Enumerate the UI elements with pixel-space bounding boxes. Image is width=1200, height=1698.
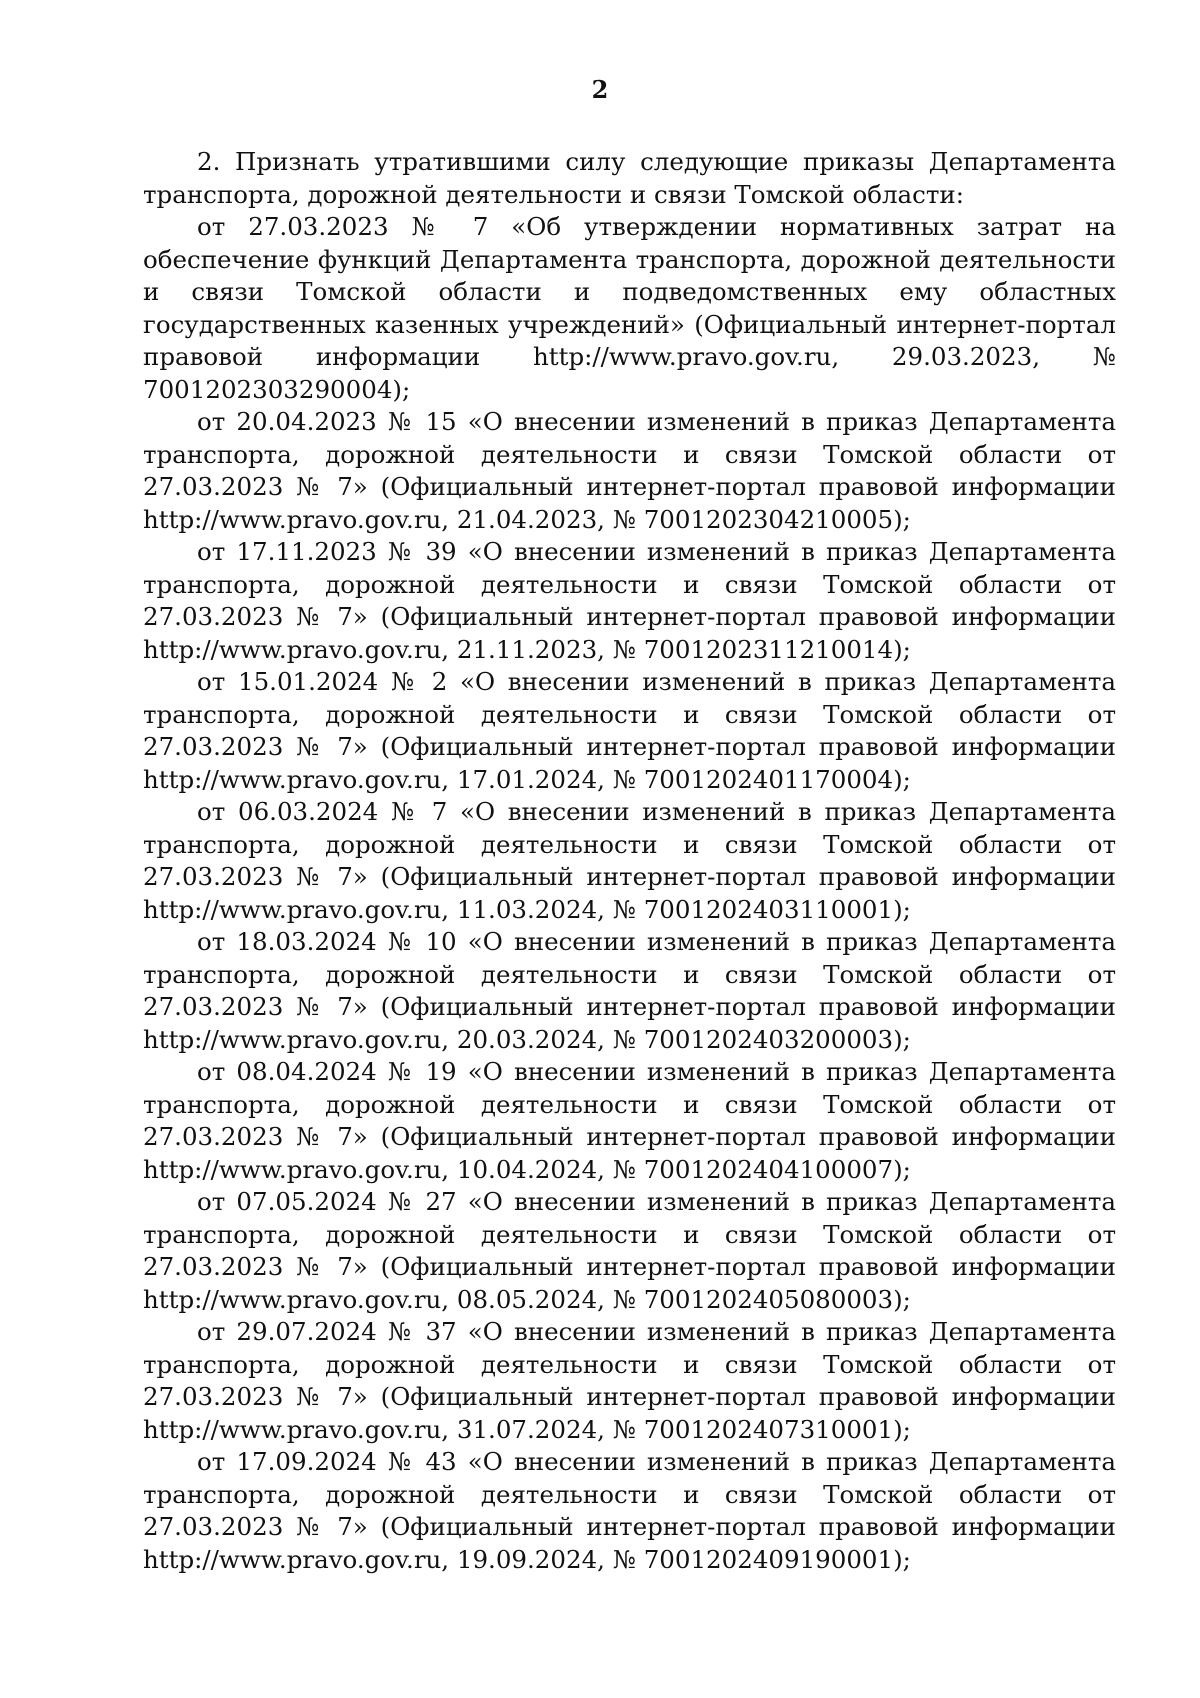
page-number: 2 — [591, 75, 609, 104]
repealed-order-item: от 06.03.2024 № 7 «О внесении изменений в приказ Департамента транспорта, дорожной деятельности и связи Томской области от 27.03.2023 № 7» (Официальный интернет-портал правовой информации http://www.pravo.gov.ru, 11.03.2024, № 7001202403110001); — [143, 797, 1116, 924]
intro-paragraph: 2. Признать утратившими силу следующие приказы Департамента транспорта, дорожной деятельности и связи Томской области: — [143, 147, 1116, 209]
repealed-order-item: от 20.04.2023 № 15 «О внесении изменений в приказ Департамента транспорта, дорожной деятельности и связи Томской области от 27.03.2023 № 7» (Официальный интернет-портал правовой информации http://www.pravo.gov.ru, 21.04.2023, № 7001202304210005); — [143, 407, 1116, 534]
repealed-order-item: от 17.11.2023 № 39 «О внесении изменений в приказ Департамента транспорта, дорожной деятельности и связи Томской области от 27.03.2023 № 7» (Официальный интернет-портал правовой информации http://www.pravo.gov.ru, 21.11.2023, № 7001202311210014); — [143, 537, 1116, 664]
repealed-order-item: от 08.04.2024 № 19 «О внесении изменений в приказ Департамента транспорта, дорожной деятельности и связи Томской области от 27.03.2023 № 7» (Официальный интернет-портал правовой информации http://www.pravo.gov.ru, 10.04.2024, № 7001202404100007); — [143, 1057, 1116, 1184]
repealed-order-item: от 29.07.2024 № 37 «О внесении изменений в приказ Департамента транспорта, дорожной деятельности и связи Томской области от 27.03.2023 № 7» (Официальный интернет-портал правовой информации http://www.pravo.gov.ru, 31.07.2024, № 7001202407310001); — [143, 1317, 1116, 1444]
repealed-order-item: от 17.09.2024 № 43 «О внесении изменений в приказ Департамента транспорта, дорожной деятельности и связи Томской области от 27.03.2023 № 7» (Официальный интернет-портал правовой информации http://www.pravo.gov.ru, 19.09.2024, № 7001202409190001); — [143, 1447, 1116, 1574]
document-body — [143, 146, 1116, 1576]
repealed-order-item: от 07.05.2024 № 27 «О внесении изменений в приказ Департамента транспорта, дорожной деятельности и связи Томской области от 27.03.2023 № 7» (Официальный интернет-портал правовой информации http://www.pravo.gov.ru, 08.05.2024, № 7001202405080003); — [143, 1187, 1116, 1314]
repealed-order-item: от 27.03.2023 № 7 «Об утверждении нормативных затрат на обеспечение функций Департамента транспорта, дорожной деятельности и связи Томской области и подведомственных ему областных государственных казенных учреждений» (Официальный интернет-портал правовой информации http://www.pravo.gov.ru, 29.03.2023, № 7001202303290004); — [143, 212, 1116, 404]
repealed-order-item: от 15.01.2024 № 2 «О внесении изменений в приказ Департамента транспорта, дорожной деятельности и связи Томской области от 27.03.2023 № 7» (Официальный интернет-портал правовой информации http://www.pravo.gov.ru, 17.01.2024, № 7001202401170004); — [143, 667, 1116, 794]
repealed-order-item: от 18.03.2024 № 10 «О внесении изменений в приказ Департамента транспорта, дорожной деятельности и связи Томской области от 27.03.2023 № 7» (Официальный интернет-портал правовой информации http://www.pravo.gov.ru, 20.03.2024, № 7001202403200003); — [143, 927, 1116, 1054]
